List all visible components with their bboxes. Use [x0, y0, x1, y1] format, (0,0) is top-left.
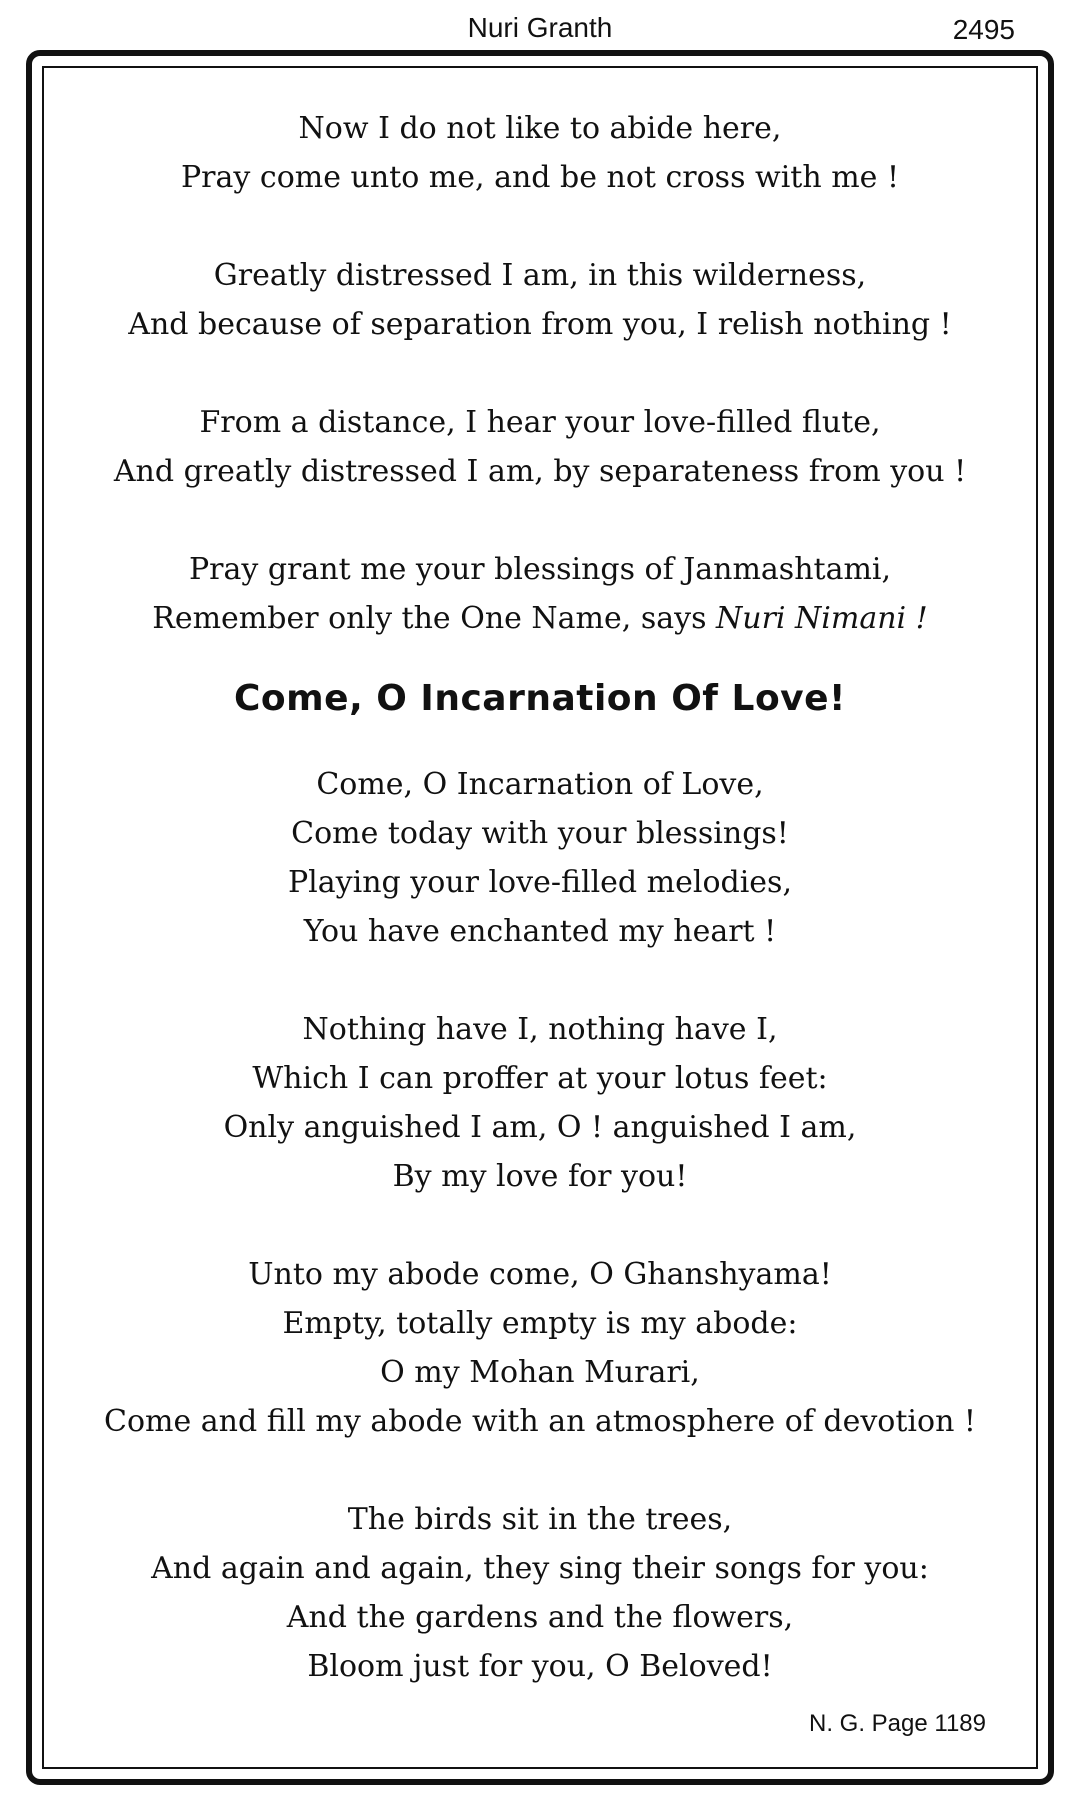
poem-line: Only anguished I am, O ! anguished I am,: [223, 1110, 857, 1145]
source-page-reference: N. G. Page 1189: [809, 1710, 986, 1737]
poem-line: Come today with your blessings!: [291, 816, 789, 851]
poem-line: Unto my abode come, O Ghanshyama!: [248, 1257, 832, 1292]
stanza: [44, 1005, 1036, 1201]
poem-line: Playing your love-filled melodies,: [287, 865, 792, 900]
stanza: [44, 398, 1036, 496]
stanza: [44, 545, 1036, 643]
page-content: [44, 104, 1036, 1740]
poem-line: Greatly distressed I am, in this wilderness,: [213, 258, 867, 293]
poem-line: Come, O Incarnation of Love,: [316, 767, 764, 802]
poem-line: Pray grant me your blessings of Janmashtami,: [188, 552, 892, 587]
poem-line: And because of separation from you, I relish nothing !: [128, 307, 952, 342]
poem-line: Now I do not like to abide here,: [298, 111, 782, 146]
stanza: [44, 104, 1036, 202]
stanza: [44, 760, 1036, 956]
poem-line: And again and again, they sing their songs for you:: [151, 1551, 929, 1586]
poem-line: Pray come unto me, and be not cross with me !: [181, 160, 899, 195]
poem-line: Empty, totally empty is my abode:: [282, 1306, 798, 1341]
poem-line: You have enchanted my heart !: [303, 914, 777, 949]
poem-line: By my love for you!: [392, 1159, 688, 1194]
running-head: [0, 8, 1080, 48]
book-title: Nuri Granth: [467, 12, 613, 43]
page-border: [26, 50, 1054, 1785]
closing-line-text: Remember only the One Name, says: [152, 601, 716, 636]
poem-line: Which I can proffer at your lotus feet:: [252, 1061, 828, 1096]
stanza: [44, 1250, 1036, 1446]
poem-line: O my Mohan Murari,: [380, 1355, 700, 1390]
poem-line: And the gardens and the flowers,: [286, 1600, 794, 1635]
poem-title: Come, O Incarnation Of Love!: [234, 678, 846, 719]
poem-line: And greatly distressed I am, by separateness from you !: [113, 454, 967, 489]
poet-signature: Nuri Nimani !: [716, 601, 928, 636]
poem-line: From a distance, I hear your love-filled flute,: [199, 405, 881, 440]
poem-line: Bloom just for you, O Beloved!: [307, 1649, 773, 1684]
page-number: 2495: [952, 14, 1015, 45]
poem-line: The birds sit in the trees,: [347, 1502, 733, 1537]
stanza: [44, 251, 1036, 349]
stanza: [44, 1495, 1036, 1691]
poem-line: Nothing have I, nothing have I,: [302, 1012, 778, 1047]
poem-line: Come and fill my abode with an atmosphere of devotion !: [104, 1404, 976, 1439]
inner-page-border: [42, 66, 1038, 1769]
poem-closing-line: [44, 594, 1036, 643]
